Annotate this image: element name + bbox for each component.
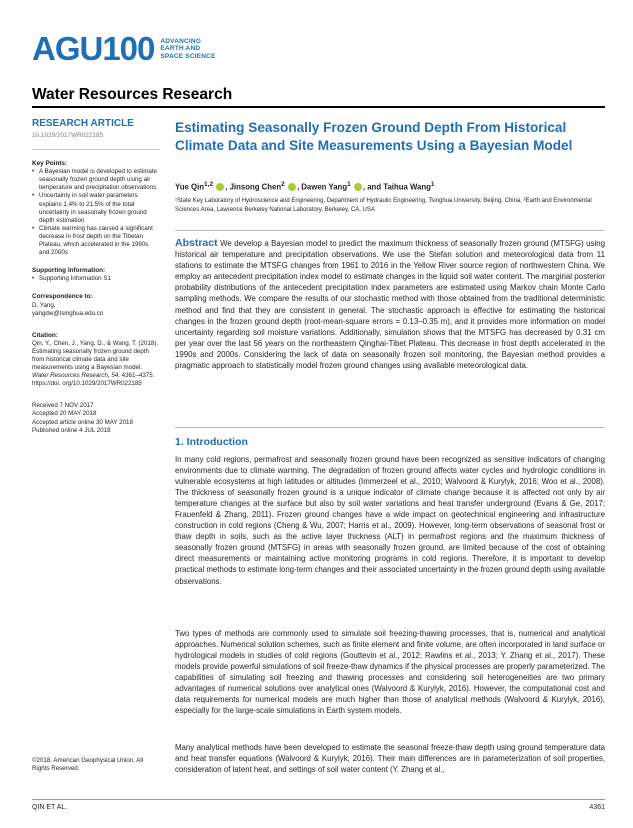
sidebar (32, 118, 160, 435)
citation-journal: Water Resources Research, 54, (32, 372, 120, 380)
abstract-text: We develop a Bayesian model to predict the maximum thickness of seasonally frozen ground (MTSFG) using historical air temperature and precipitation observations. We use the Stefan solution and meteorological data from 11 stations to estimate the MTSFG changes from 1961 to 2016 in the Yellow River source region of northwestern China. We employ an antecedent precipitation index model to estimate changes in the liquid soil water content. The marginal posterior probability distributions of the antecedent precipitation index parameters are estimated using Markov chain Monte Carlo sampling methods. We compare the results of our stochastic method with those obtained from the traditional deterministic method and find that they are consistent in general. The stochastic approach is effective for estimating the historical changes in the frozen ground depth (root-mean-square errors = 0.13–0.35 m), and it provides more information on model uncertainty regarding soil moisture variations. Additionally, simulation shows that the MTSFG has decreased by 0.31 cm per year over the last 56 years on the northeastern Qinghai-Tibet Plateau. This decrease in frost depth accelerated in the 1990s and 2000s. Considering the lack of data on seasonally frozen soil monitoring, the Bayesian method provides a pragmatic approach to statistically model frozen ground changes using available meteorological data. (175, 239, 605, 371)
supporting-section (32, 267, 160, 283)
sidebar-divider (32, 149, 160, 150)
supporting-list (32, 275, 160, 283)
author-affil-sup: 1 (430, 181, 435, 188)
journal-name: Water Resources Research (32, 86, 233, 103)
author-list: Yue Qin$^{1,2}$ , Jinsong Chen$^2$ , Dawen Yang$^1$ , and Taihua Wang$^1$ (175, 181, 435, 192)
citation-heading: Citation: (32, 331, 58, 339)
page-number: 4361 (589, 804, 605, 811)
citation-doi[interactable]: 4361–4375. https://doi. org/10.1029/2017WR022185 (32, 372, 155, 388)
key-point: • Climate warming has caused a significant decrease in frost depth on the Tibetan Plateau, which accelerated in the 1990s and 2000s (39, 225, 160, 257)
affiliations: ¹State Key Laboratory of Hydroscience and Engineering, Department of Hydraulic Engineering, Tsinghua University, Beijing, China, ²Earth and Environmental Sciences Area, Lawrence Berkeley National Laboratory, Berkeley, CA, USA (175, 198, 592, 213)
divider (175, 427, 605, 428)
key-points-list (32, 168, 160, 257)
orcid-icon[interactable] (354, 183, 362, 191)
author-name[interactable]: Yue Qin (175, 182, 205, 192)
logo-tagline-line: ADVANCING (160, 37, 202, 45)
key-point: • Uncertainty in soil water parameters explains 1.4% to 21.5% of the total uncertainty in seasonally frozen ground depth estimation (39, 192, 160, 224)
key-point: • A Bayesian model is developed to estimate seasonally frozen ground depth using air temperature and precipitation observations (39, 168, 160, 192)
key-points-heading: Key Points: (32, 160, 68, 168)
logo-tagline-line: EARTH AND (160, 45, 201, 53)
footer-divider (32, 799, 605, 800)
header-divider (32, 106, 605, 108)
agu-logo (32, 32, 216, 66)
article-doi[interactable]: 10.1029/2017WR022185 (32, 132, 104, 139)
correspondence-name: D. Yang, (32, 301, 56, 309)
logo-tagline (160, 38, 215, 61)
dates-section (32, 402, 160, 434)
date-accepted: Accepted 20 MAY 2018 (32, 410, 97, 418)
divider (175, 230, 605, 231)
article-category: RESEARCH ARTICLE (32, 118, 134, 129)
paragraph: Many analytical methods have been developed to estimate the seasonal freeze-thaw depth using ground temperature data and heat transfer equations (Walvoord & Kurylyk, 2016). Their main differences are in parameterization of soil properties, consideration of latent heat, and settings of soil water content (Y. Zhang et al., (175, 743, 605, 775)
logo-tagline-line: SPACE SCIENCE (160, 52, 216, 60)
author-affil-sup: 2 (281, 181, 285, 188)
logo-wordmark: AGU100 (32, 30, 155, 67)
author-name[interactable]: Jinsong Chen (229, 182, 282, 192)
abstract (175, 238, 605, 371)
section-heading: 1. Introduction (175, 436, 248, 448)
correspondence-heading: Correspondence to: (32, 293, 93, 301)
author-affil-sup: 1 (347, 181, 351, 188)
author-affil-sup: 1,2 (204, 181, 214, 188)
date-published: Published online 4 JUL 2018 (32, 426, 111, 434)
running-author: QIN ET AL. (32, 804, 68, 811)
paragraph: In many cold regions, permafrost and seasonally frozen ground have been recognized as sensitive indicators of changing environments due to climate warming. The degradation of frozen ground affects water cycles and hydrologic conditions in vulnerable ecosystems at high latitudes or altitudes (Immerzeel et al., 2010; Walvoord & Kurylyk, 2016; Woo et al., 2008). The thickness of seasonally frozen ground is a unique indicator of climate change because it is affected not only by air temperature changes at the surface but also by soil water variations and heat transfer underground (Evans & Ge, 2017; Frauenfeld & Zhang, 2011). Frozen ground changes have a wide impact on geotechnical engineering and infrastructure construction in cold regions (Cheng & Wu, 2007; Harris et al., 2009). However, long-term observations of seasonal frost or thaw depth in soils, such as the active layer thickness (ALT) in permafrost regions and the maximum thickness of seasonally frozen ground (MTSFG) in areas with seasonally frozen ground, are limited because of the cost of obtaining direct measurements or maintaining active monitoring programs in cold regions. Therefore, it is important to develop practical methods to estimate long-term changes and their associated uncertainty in the frozen ground depth using available observations. (175, 455, 605, 586)
orcid-icon[interactable] (216, 183, 224, 191)
copyright-notice: ©2018. American Geophysical Union. All Rights Reserved. (32, 757, 144, 772)
correspondence-email[interactable]: yangdw@tsinghua.edu.cn (32, 309, 104, 317)
paragraph: Two types of methods are commonly used to simulate soil freezing-thawing processes, that is, numerical and analytical approaches. Numerical solution schemes, such as finite element and finite volume, are often incorporated in land surface or hydrological models in studies of cold regions (Gouttevin et al., 2012; Rawlins et al., 2013; Y. Zhang et al., 2017). These models provide powerful simulations of soil freeze-thaw dynamics if the physical processes are properly parameterized. The capabilities of simulating soil freezing and thawing processes and considering soil heterogeneities are two primary advantages of numerical solutions over analytical ones (Walvoord & Kurylyk, 2016). However, the computational cost and data requirements for numerical models are much higher than those of analytical methods (Walvoord & Kurylyk, 2016), especially for the large-scale simulations in Earth system models. (175, 629, 605, 716)
date-online: Accepted article online 30 MAY 2018 (32, 418, 133, 426)
author-name[interactable]: Dawen Yang (301, 182, 348, 192)
supporting-heading: Supporting Information: (32, 267, 106, 275)
article-title: Estimating Seasonally Frozen Ground Depth From Historical Climate Data and Site Measurements Using a Bayesian Model (175, 120, 573, 153)
key-points-section (32, 160, 160, 257)
correspondence-section (32, 293, 160, 317)
citation-text (32, 340, 160, 389)
citation-body: Qin, Y., Chen, J., Yang, D., & Wang, T. (2018). Estimating seasonally frozen ground depth from historical climate data and site measurements using a Bayesian model. (32, 339, 159, 372)
orcid-icon[interactable] (288, 183, 296, 191)
supporting-item[interactable]: • Supporting Information S1 (39, 275, 160, 283)
date-received: Received 7 NOV 2017 (32, 402, 94, 410)
citation-section (32, 332, 160, 389)
author-name[interactable]: Taihua Wang (383, 182, 431, 192)
abstract-label: Abstract (175, 237, 218, 249)
